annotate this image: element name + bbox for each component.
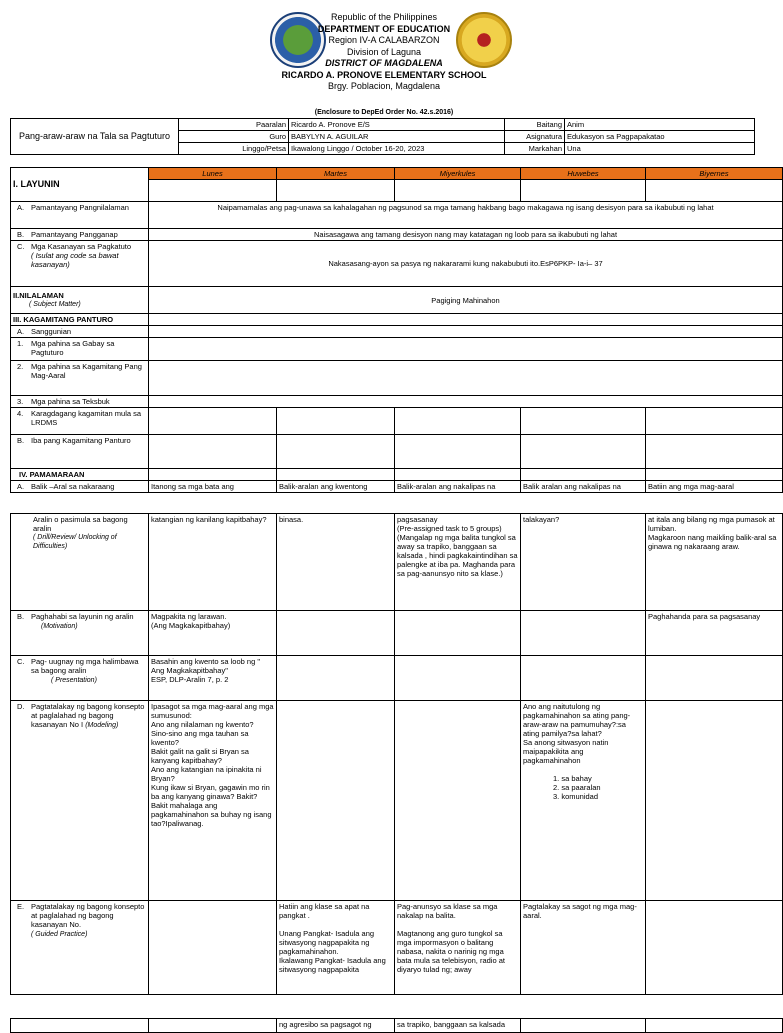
a-lunes-1: Itanong sa mga bata ang — [149, 481, 277, 493]
b-biyernes: Paghahanda para sa pagsasanay — [646, 611, 783, 656]
d-lunes: Ipasagot sa mga mag-aaral ang mga sumusunod: Ano ang nilalaman ng kwento? Sino-sino ang mga tauhan sa kwento? Bakit galit na galit si Bryan sa kanyang kapitbahay? Ano ang katangian na ipinakita ni Bryan? Kung ikaw si Bryan, gagawin mo rin ba ang kanyang ginawa? Bakit? Bakit mahalaga ang pagkamahinahon sa buhay ng isang tao?Ipaliwanag. — [149, 701, 277, 901]
enclosure-note: (Enclosure to DepEd Order No. 42.s.2016) — [314, 109, 454, 116]
school-address: Brgy. Poblacion, Magdalena — [328, 81, 440, 91]
a-martes-1: Balik-aralan ang kwentong — [277, 481, 395, 493]
nilalaman-note: ( Subject Matter) — [29, 301, 81, 308]
iba-pang-label: Iba pang Kagamitang Panturo — [31, 436, 131, 445]
district-line: DISTRICT OF MAGDALENA — [325, 58, 443, 68]
ref-1-num: 1. — [17, 339, 24, 348]
ref-3-num: 3. — [17, 397, 24, 406]
asignatura-label: Asignatura — [505, 131, 565, 143]
day-biyernes: Biyernes — [646, 168, 783, 180]
markahan-label: Markahan — [505, 143, 565, 155]
sanggunian-label: Sanggunian — [31, 327, 72, 336]
republic-line: Republic of the Philippines — [330, 12, 438, 22]
layunin-b-num: B. — [17, 230, 25, 239]
layunin-heading: I. LAYUNIN — [11, 168, 149, 202]
lesson-plan-table-page3 — [10, 1018, 783, 1033]
pamamaraan-e-num: E. — [17, 902, 25, 911]
pamamaraan-heading: IV. PAMAMARAAN — [11, 469, 149, 481]
pamamaraan-e-label: Pagtatalakay ng bagong konsepto at paglalahad ng bagong kasanayan No. — [31, 902, 145, 929]
pamamaraan-d-note: (Modeling) — [85, 722, 119, 729]
pamamaraan-c-note: ( Presentation) — [51, 677, 97, 684]
layunin-c-note: ( Isulat ang code sa bawat kasanayan) — [31, 251, 119, 269]
kagamitan-heading: III. KAGAMITANG PANTURO — [11, 314, 149, 326]
layunin-c-label: Mga Kasanayan sa Pagkatuto — [31, 242, 132, 251]
department-line: DEPARTMENT OF EDUCATION — [317, 23, 451, 34]
baitang-value: Anim — [565, 119, 755, 131]
a-miyerkules-1: Balik-aralan ang nakalipas na — [395, 481, 521, 493]
layunin-a-text: Naipamamalas ang pag-unawa sa kahalagahan ng pagsunod sa mga tamang hakbang bago makagawa ng isang desisyon para sa ikabubuti ng lahat — [149, 202, 783, 229]
a-miyerkules-2: pagsasanay (Pre-assigned task to 5 groups) (Mangalap ng mga balita tungkol sa away sa trapiko, banggaan sa kalsada , hindi pagkakaintindihan sa palengke at iba pa. Maghanda para sa pag-aanunsyo nito sa klase.) — [395, 514, 521, 611]
pamamaraan-c-num: C. — [17, 657, 25, 666]
day-huwebes: Huwebes — [521, 168, 646, 180]
list-item: 1. sa bahay — [553, 774, 592, 783]
pamamaraan-b-num: B. — [17, 612, 25, 621]
ref-1-label: Mga pahina sa Gabay sa Pagtuturo — [31, 339, 115, 357]
form-title: Pang-araw-araw na Tala sa Pagtuturo — [11, 119, 179, 155]
layunin-c-num: C. — [17, 242, 25, 251]
a-biyernes-1: Batiin ang mga mag-aaral — [646, 481, 783, 493]
pamamaraan-d-num: D. — [17, 702, 25, 711]
ref-2-num: 2. — [17, 362, 24, 371]
next-miyerkules-line: sa trapiko, banggaan sa kalsada — [395, 1019, 521, 1033]
paaralan-value: Ricardo A. Pronove E/S — [289, 119, 505, 131]
division-line: Division of Laguna — [346, 46, 422, 57]
layunin-c-text: Nakasasang-ayon sa pasya ng nakararami kung nakabubuti ito.EsP6PKP- Ia-i– 37 — [149, 241, 783, 287]
guro-value: BABYLYN A. AGUILAR — [289, 131, 505, 143]
b-lunes: Magpakita ng larawan. (Ang Magkakapitbahay) — [149, 611, 277, 656]
a-biyernes-2: at itala ang bilang ng mga pumasok at lumiban. Magkaroon nang maikling balik-aral sa ginawa ng nakaraang araw. — [646, 514, 783, 611]
linggo-label: Linggo/Petsa — [179, 143, 289, 155]
lesson-plan-table-continued — [10, 513, 783, 995]
ref-3-label: Mga pahina sa Teksbuk — [31, 397, 110, 406]
info-table — [10, 118, 755, 155]
school-name: RICARDO A. PRONOVE ELEMENTARY SCHOOL — [281, 69, 487, 80]
layunin-b-text: Naisasagawa ang tamang desisyon nang may katatagan ng loob para sa ikabubuti ng lahat — [149, 229, 783, 241]
layunin-b-label: Pamantayang Pangganap — [31, 230, 118, 239]
lesson-plan-table — [10, 167, 783, 493]
letterhead-text — [0, 12, 768, 93]
list-item: 3. komunidad — [553, 792, 599, 801]
list-item: 2. sa paaralan — [553, 783, 601, 792]
guro-label: Guro — [179, 131, 289, 143]
ref-4-num: 4. — [17, 409, 24, 418]
baitang-label: Baitang — [505, 119, 565, 131]
ref-4-label: Karagdagang kagamitan mula sa LRDMS — [31, 409, 142, 427]
layunin-a-label: Pamantayang Pangnilalaman — [31, 203, 129, 212]
markahan-value: Una — [565, 143, 755, 155]
day-miyerkules: Miyerkules — [395, 168, 521, 180]
paaralan-label: Paaralan — [179, 119, 289, 131]
e-huwebes: Pagtalakay sa sagot ng mga mag-aaral. — [521, 901, 646, 995]
linggo-value: Ikawalong Linggo / October 16-20, 2023 — [289, 143, 505, 155]
pamamaraan-b-note: (Motivation) — [41, 623, 78, 630]
day-lunes: Lunes — [149, 168, 277, 180]
next-martes-line: ng agresibo sa pagsagot ng — [277, 1019, 395, 1033]
a-huwebes-2: talakayan? — [521, 514, 646, 611]
d-huwebes: Ano ang naitutulong ng pagkamahinahon sa ating pang-araw-araw na pamumuhay?:sa ating pamilya?sa lahat? Sa anong sitwasyon natin maipapakikita ang pagkamahinahon — [523, 702, 631, 765]
c-lunes: Basahin ang kwento sa loob ng " Ang Magkakapitbahay" ESP, DLP-Aralin 7, p. 2 — [149, 656, 277, 701]
layunin-a-num: A. — [17, 203, 25, 212]
a-martes-2: binasa. — [277, 514, 395, 611]
nilalaman-heading: II.NILALAMAN — [13, 291, 64, 300]
pamamaraan-a-note: ( Drill/Review/ Unlocking of Difficulties) — [33, 534, 117, 550]
e-miyerkules: Pag-anunsyo sa klase sa mga nakalap na balita. Magtanong ang guro tungkol sa mga impormasyon o balitang nabasa, nakita o narinig ng mga bata mula sa telebisyon, radio at diyaryo tulad ng; away — [395, 901, 521, 995]
pamamaraan-a-label-1: Balik –Aral sa nakaraang — [31, 482, 115, 491]
iba-pang-num: B. — [17, 436, 25, 445]
day-martes: Martes — [277, 168, 395, 180]
pamamaraan-c-label: Pag- uugnay ng mga halimbawa sa bagong aralin — [31, 657, 139, 675]
pamamaraan-e-note: ( Guided Practice) — [31, 931, 88, 938]
nilalaman-text: Pagiging Mahinahon — [149, 287, 783, 314]
d-huwebes-list — [523, 774, 643, 801]
ref-2-label: Mga pahina sa Kagamitang Pang Mag-Aaral — [31, 362, 142, 380]
region-line: Region IV-A CALABARZON — [328, 35, 440, 45]
pamamaraan-a-label-2: Aralin o pasimula sa bagong aralin — [33, 515, 128, 533]
asignatura-value: Edukasyon sa Pagpapakatao — [565, 131, 755, 143]
e-martes: Hatiin ang klase sa apat na pangkat . Unang Pangkat- Isadula ang sitwasyong nagpapakita ng pagkamahinahon. Ikalawang Pangkat- Isadula ang sitwasyong nagpapakita — [277, 901, 395, 995]
pamamaraan-d-label: Pagtatalakay ng bagong konsepto at paglalahad ng bagong kasanayan No I — [31, 702, 145, 729]
a-huwebes-1: Balik aralan ang nakalipas na — [521, 481, 646, 493]
a-lunes-2: katangian ng kanilang kapitbahay? — [149, 514, 277, 611]
sanggunian-num: A. — [17, 327, 25, 336]
letterhead — [0, 10, 768, 102]
pamamaraan-b-label: Paghahabi sa layunin ng aralin — [31, 612, 134, 621]
pamamaraan-a-num: A. — [17, 482, 25, 491]
